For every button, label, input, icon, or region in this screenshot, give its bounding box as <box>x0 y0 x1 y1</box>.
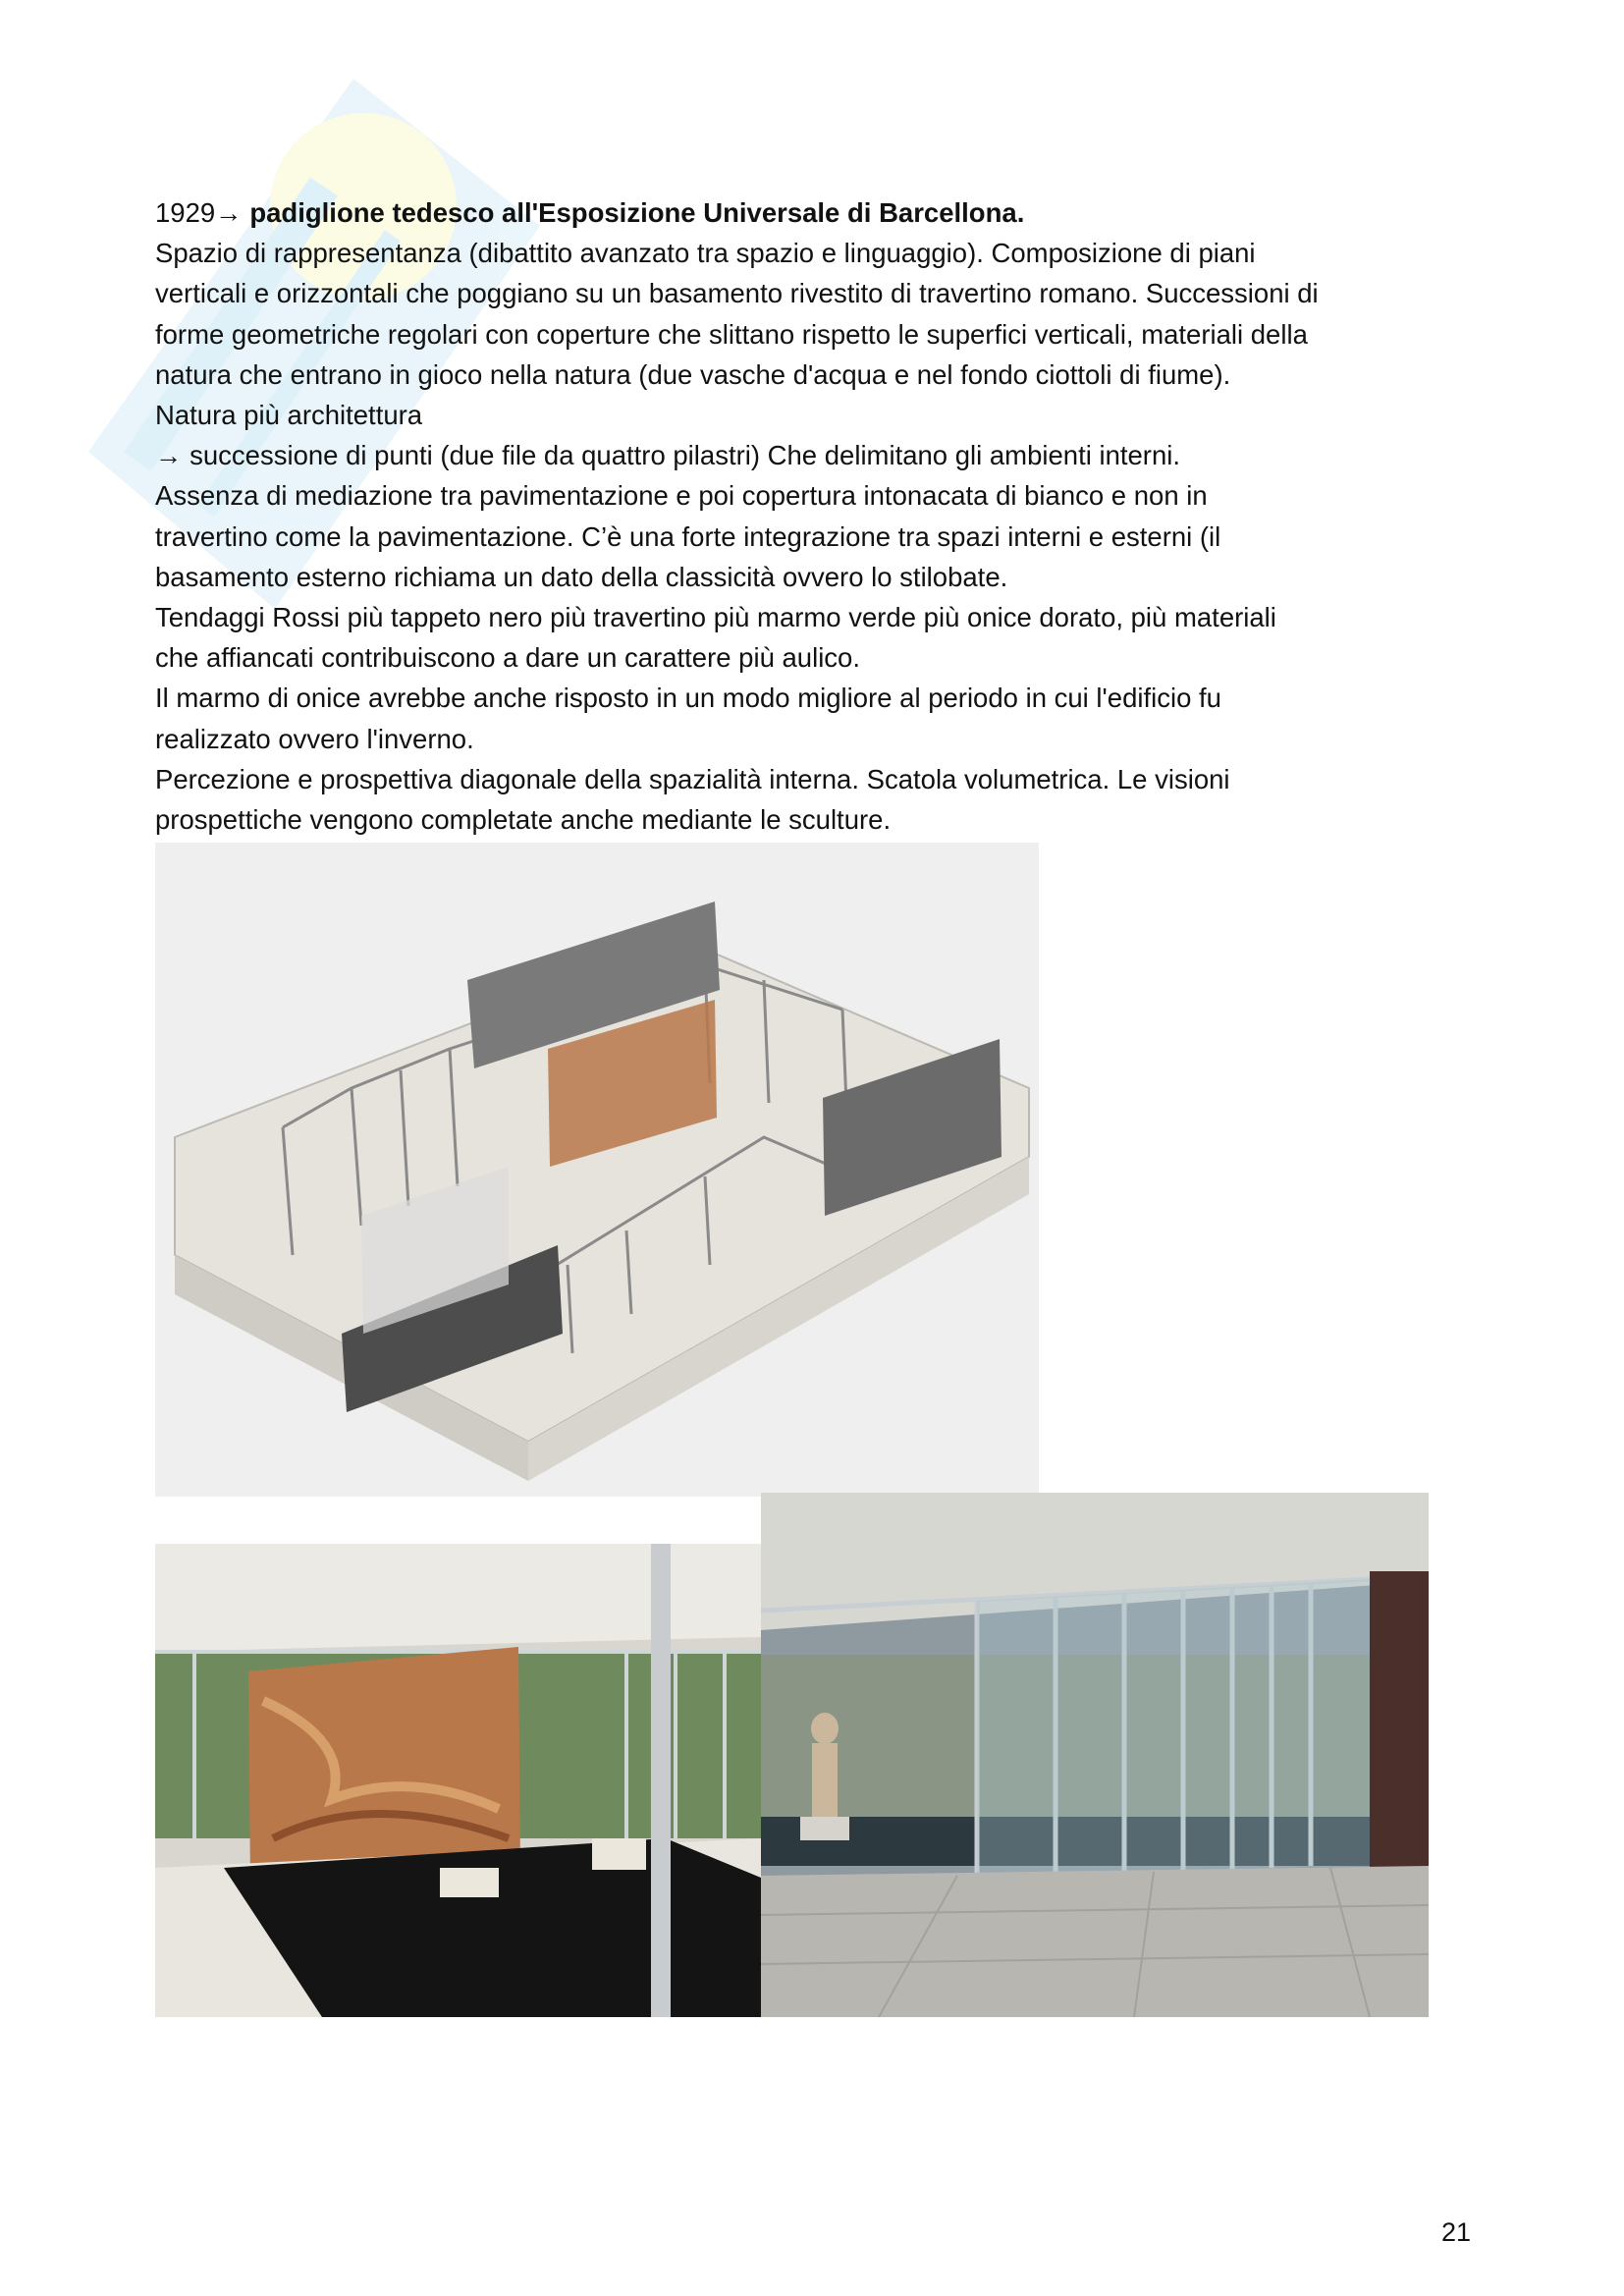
heading-title: padiglione tedesco all'Esposizione Universale di Barcellona. <box>249 197 1025 228</box>
text-line: prospettiche vengono completate anche mediante le sculture. <box>155 804 892 836</box>
heading-year: 1929→ <box>155 197 250 228</box>
pavilion-model-photo <box>155 843 1039 1497</box>
interior-glass-statue-photo <box>761 1493 1429 2017</box>
text-line: Il marmo di onice avrebbe anche risposto in un modo migliore al periodo in cui l'edificio fu <box>155 683 1221 714</box>
text-line: Percezione e prospettiva diagonale della spazialità interna. Scatola volumetrica. Le visioni <box>155 763 1230 794</box>
page-number: 21 <box>1441 2217 1472 2247</box>
text-line: Natura più architettura <box>155 400 423 431</box>
text-line: basamento esterno richiama un dato della classicità ovvero lo stilobate. <box>155 561 1008 592</box>
text-line: Assenza di mediazione tra pavimentazione e poi copertura intonacata di bianco e non in <box>155 480 1208 512</box>
interior-onyx-photo <box>155 1544 761 2017</box>
heading-line <box>155 192 1490 233</box>
text-line: realizzato ovvero l'inverno. <box>155 723 474 754</box>
text-line: Tendaggi Rossi più tappeto nero più travertino più marmo verde più onice dorato, più materiali <box>155 602 1276 633</box>
text-line: verticali e orizzontali che poggiano su un basamento rivestito di travertino romano. Successioni di <box>155 278 1319 309</box>
text-line: forme geometriche regolari con coperture che slittano rispetto le superfici verticali, materiali della <box>155 318 1308 350</box>
text-line: Spazio di rappresentanza (dibattito avanzato tra spazio e linguaggio). Composizione di piani <box>155 238 1256 269</box>
text-line: natura che entrano in gioco nella natura (due vasche d'acqua e nel fondo ciottoli di fiume). <box>155 358 1231 390</box>
text-line: travertino come la pavimentazione. C’è una forte integrazione tra spazi interni e esterni (il <box>155 520 1221 552</box>
text-line: → successione di punti (due file da quattro pilastri) Che delimitano gli ambienti interni. <box>155 440 1181 471</box>
text-line: che affiancati contribuiscono a dare un carattere più aulico. <box>155 642 860 674</box>
body-text <box>155 192 1490 840</box>
